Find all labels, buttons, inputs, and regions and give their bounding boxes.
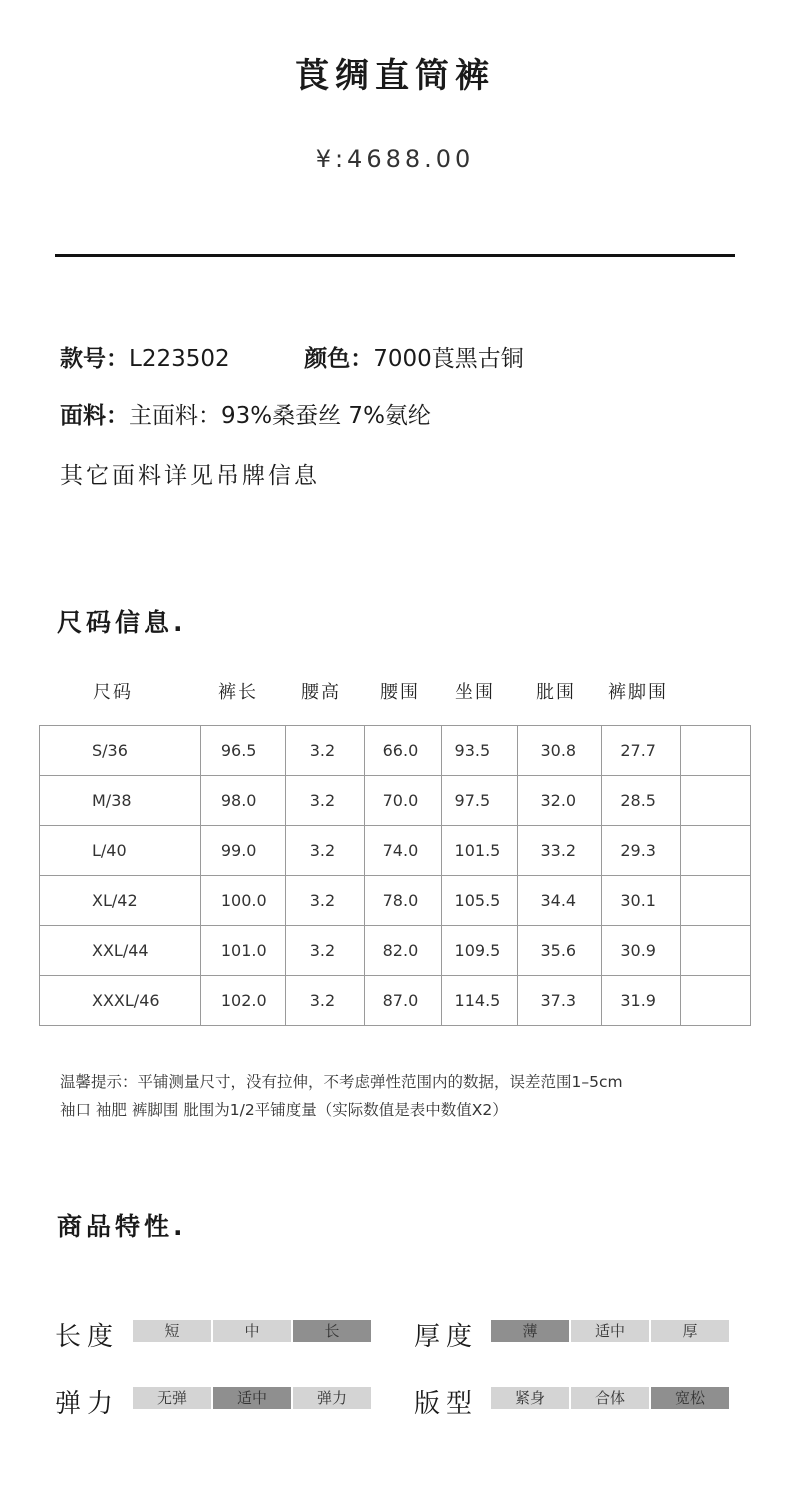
measure-cell: 27.7	[602, 726, 681, 776]
feature-option: 长	[293, 1320, 371, 1342]
measure-cell: 3.2	[285, 926, 364, 976]
measure-cell: 33.2	[518, 826, 602, 876]
measure-cell	[681, 776, 751, 826]
measure-cell: 29.3	[602, 826, 681, 876]
measure-cell: 37.3	[518, 976, 602, 1026]
feature-option: 适中	[213, 1387, 291, 1409]
measure-cell: 3.2	[285, 726, 364, 776]
feature-option: 薄	[491, 1320, 569, 1342]
col-header-waist-height: 腰高	[301, 682, 341, 703]
size-cell: L/40	[40, 826, 201, 876]
size-cell: M/38	[40, 776, 201, 826]
measure-cell	[681, 876, 751, 926]
product-price: ¥:4688.00	[315, 145, 475, 173]
feature-label: 弹力	[55, 1389, 120, 1419]
table-row	[40, 926, 751, 976]
measure-cell: 96.5	[200, 726, 285, 776]
size-cell: XL/42	[40, 876, 201, 926]
size-cell: XXL/44	[40, 926, 201, 976]
measure-cell: 101.5	[441, 826, 518, 876]
measure-cell: 70.0	[364, 776, 441, 826]
feature-label: 长度	[55, 1322, 120, 1352]
feature-option: 适中	[571, 1320, 649, 1342]
measure-cell	[681, 976, 751, 1026]
size-cell: S/36	[40, 726, 201, 776]
other-fabric-note: 其它面料详见吊牌信息	[60, 463, 320, 489]
measure-cell: 3.2	[285, 976, 364, 1026]
color-value: 7000莨黑古铜	[373, 346, 524, 372]
measure-cell	[681, 926, 751, 976]
feature-option: 合体	[571, 1387, 649, 1409]
measure-cell: 101.0	[200, 926, 285, 976]
style-value: L223502	[129, 346, 230, 372]
feature-option: 短	[133, 1320, 211, 1342]
size-section-title: 尺码信息.	[57, 608, 187, 637]
measure-cell: 28.5	[602, 776, 681, 826]
measure-cell: 114.5	[441, 976, 518, 1026]
measure-cell: 98.0	[200, 776, 285, 826]
feature-option: 宽松	[651, 1387, 729, 1409]
feature-option: 中	[213, 1320, 291, 1342]
size-note-line2: 袖口 袖肥 裤脚围 肶围为1/2平铺度量（实际数值是表中数值X2）	[60, 1101, 508, 1119]
feature-option: 厚	[651, 1320, 729, 1342]
measure-cell: 3.2	[285, 826, 364, 876]
style-color-line	[60, 340, 524, 373]
size-note-line1: 温馨提示：平铺测量尺寸，没有拉伸，不考虑弹性范围内的数据，误差范围1–5cm	[60, 1073, 623, 1091]
feature-option: 紧身	[491, 1387, 569, 1409]
measure-cell: 31.9	[602, 976, 681, 1026]
table-row	[40, 976, 751, 1026]
measure-cell: 78.0	[364, 876, 441, 926]
col-header-thigh: 肶围	[536, 682, 576, 703]
measure-cell: 99.0	[200, 826, 285, 876]
measure-cell: 30.9	[602, 926, 681, 976]
col-header-hem: 裤脚围	[608, 682, 668, 703]
measure-cell: 32.0	[518, 776, 602, 826]
table-row	[40, 826, 751, 876]
feature-label: 厚度	[414, 1322, 479, 1352]
col-header-waist: 腰围	[380, 682, 420, 703]
fabric-line	[60, 397, 431, 430]
col-header-hip: 坐围	[455, 682, 495, 703]
measure-cell: 30.8	[518, 726, 602, 776]
table-row	[40, 726, 751, 776]
measure-cell: 3.2	[285, 776, 364, 826]
divider	[55, 254, 735, 257]
measure-cell: 87.0	[364, 976, 441, 1026]
measure-cell: 3.2	[285, 876, 364, 926]
size-table	[39, 725, 751, 1026]
measure-cell: 82.0	[364, 926, 441, 976]
table-row	[40, 876, 751, 926]
measure-cell	[681, 826, 751, 876]
measure-cell: 93.5	[441, 726, 518, 776]
measure-cell: 102.0	[200, 976, 285, 1026]
measure-cell: 109.5	[441, 926, 518, 976]
feature-option: 弹力	[293, 1387, 371, 1409]
size-cell: XXXL/46	[40, 976, 201, 1026]
measure-cell: 34.4	[518, 876, 602, 926]
features-section-title: 商品特性.	[57, 1212, 187, 1241]
fabric-value: 主面料：93%桑蚕丝 7%氨纶	[129, 403, 431, 429]
col-header-size: 尺码	[93, 682, 133, 703]
measure-cell: 66.0	[364, 726, 441, 776]
measure-cell	[681, 726, 751, 776]
measure-cell: 35.6	[518, 926, 602, 976]
style-label: 款号：	[60, 346, 129, 372]
fabric-label: 面料：	[60, 403, 129, 429]
table-row	[40, 776, 751, 826]
feature-label: 版型	[414, 1389, 479, 1419]
col-header-length: 裤长	[218, 682, 258, 703]
measure-cell: 97.5	[441, 776, 518, 826]
measure-cell: 74.0	[364, 826, 441, 876]
measure-cell: 30.1	[602, 876, 681, 926]
feature-option: 无弹	[133, 1387, 211, 1409]
measure-cell: 105.5	[441, 876, 518, 926]
measure-cell: 100.0	[200, 876, 285, 926]
color-label: 颜色：	[304, 346, 374, 372]
product-title: 莨绸直筒裤	[295, 56, 495, 96]
